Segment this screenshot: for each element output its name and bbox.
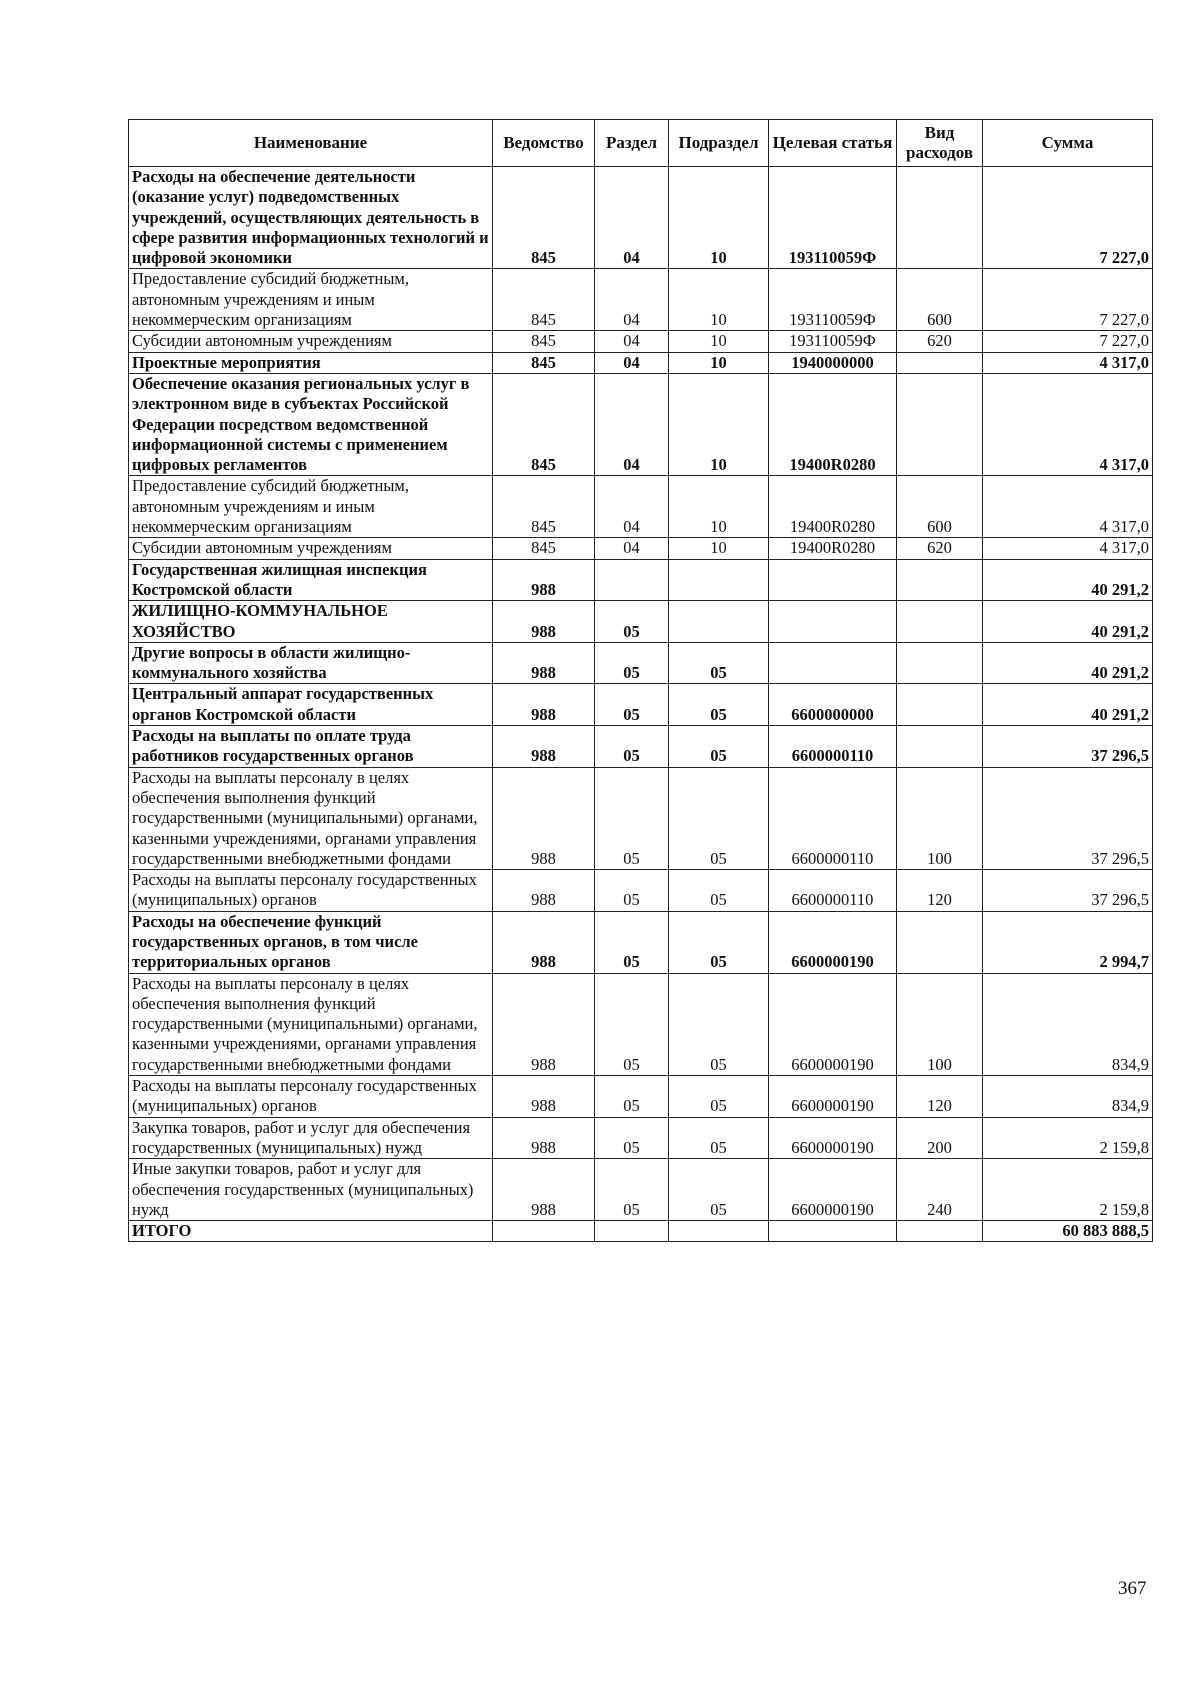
vid-raskhodov-cell: 620 bbox=[897, 331, 983, 352]
celevaya-statya-cell: 6600000110 bbox=[769, 870, 897, 912]
name-cell: Предоставление субсидий бюджетным, автономным учреждениям и иным некоммерческим организациям bbox=[129, 476, 493, 538]
vedomstvo-cell: 845 bbox=[493, 331, 595, 352]
summa-cell: 2 159,8 bbox=[983, 1159, 1153, 1221]
razdel-cell: 05 bbox=[595, 767, 669, 869]
summa-cell: 834,9 bbox=[983, 1076, 1153, 1118]
vedomstvo-cell: 845 bbox=[493, 352, 595, 373]
summa-cell: 2 159,8 bbox=[983, 1117, 1153, 1159]
celevaya-statya-cell: 6600000190 bbox=[769, 1159, 897, 1221]
podrazdel-cell: 05 bbox=[669, 767, 769, 869]
summa-cell: 40 291,2 bbox=[983, 601, 1153, 643]
razdel-cell: 04 bbox=[595, 476, 669, 538]
celevaya-statya-cell: 193110059Ф bbox=[769, 269, 897, 331]
summa-cell: 4 317,0 bbox=[983, 538, 1153, 559]
header-vid-raskhodov: Вид расходов bbox=[897, 120, 983, 167]
table-row bbox=[129, 870, 1153, 912]
razdel-cell: 04 bbox=[595, 352, 669, 373]
vid-raskhodov-cell bbox=[897, 373, 983, 475]
table-header-row bbox=[129, 120, 1153, 167]
razdel-cell: 05 bbox=[595, 601, 669, 643]
table-row bbox=[129, 911, 1153, 973]
vedomstvo-cell: 988 bbox=[493, 642, 595, 684]
vid-raskhodov-cell: 600 bbox=[897, 476, 983, 538]
budget-table bbox=[128, 119, 1153, 1242]
razdel-cell: 04 bbox=[595, 167, 669, 269]
vedomstvo-cell: 988 bbox=[493, 911, 595, 973]
vid-raskhodov-cell bbox=[897, 684, 983, 726]
podrazdel-cell: 05 bbox=[669, 973, 769, 1075]
vedomstvo-cell: 845 bbox=[493, 373, 595, 475]
table-row bbox=[129, 352, 1153, 373]
table-row bbox=[129, 601, 1153, 643]
celevaya-statya-cell: 6600000190 bbox=[769, 911, 897, 973]
razdel-cell: 05 bbox=[595, 1159, 669, 1221]
table-row bbox=[129, 1076, 1153, 1118]
razdel-cell: 05 bbox=[595, 1117, 669, 1159]
podrazdel-cell bbox=[669, 559, 769, 601]
podrazdel-cell: 10 bbox=[669, 331, 769, 352]
celevaya-statya-cell bbox=[769, 601, 897, 643]
razdel-cell: 04 bbox=[595, 373, 669, 475]
celevaya-statya-cell: 193110059Ф bbox=[769, 331, 897, 352]
vid-raskhodov-cell bbox=[897, 601, 983, 643]
vid-raskhodov-cell bbox=[897, 911, 983, 973]
podrazdel-cell: 05 bbox=[669, 642, 769, 684]
header-name: Наименование bbox=[129, 120, 493, 167]
vid-raskhodov-cell: 200 bbox=[897, 1117, 983, 1159]
podrazdel-cell: 10 bbox=[669, 373, 769, 475]
celevaya-statya-cell: 19400R0280 bbox=[769, 538, 897, 559]
table-row bbox=[129, 559, 1153, 601]
table-row bbox=[129, 269, 1153, 331]
header-razdel: Раздел bbox=[595, 120, 669, 167]
summa-cell: 40 291,2 bbox=[983, 684, 1153, 726]
summa-cell: 7 227,0 bbox=[983, 167, 1153, 269]
header-celevaya-statya: Целевая статья bbox=[769, 120, 897, 167]
header-summa: Сумма bbox=[983, 120, 1153, 167]
celevaya-statya-cell: 6600000190 bbox=[769, 1076, 897, 1118]
vid-raskhodov-cell bbox=[897, 167, 983, 269]
celevaya-statya-cell bbox=[769, 1221, 897, 1242]
table-row bbox=[129, 1221, 1153, 1242]
table-row bbox=[129, 331, 1153, 352]
name-cell: Иные закупки товаров, работ и услуг для обеспечения государственных (муниципальных) нужд bbox=[129, 1159, 493, 1221]
vedomstvo-cell bbox=[493, 1221, 595, 1242]
table-row bbox=[129, 767, 1153, 869]
vedomstvo-cell: 988 bbox=[493, 726, 595, 768]
vedomstvo-cell: 988 bbox=[493, 684, 595, 726]
podrazdel-cell: 05 bbox=[669, 684, 769, 726]
vedomstvo-cell: 988 bbox=[493, 973, 595, 1075]
vedomstvo-cell: 988 bbox=[493, 601, 595, 643]
summa-cell: 834,9 bbox=[983, 973, 1153, 1075]
vid-raskhodov-cell bbox=[897, 642, 983, 684]
celevaya-statya-cell: 6600000110 bbox=[769, 726, 897, 768]
summa-cell: 37 296,5 bbox=[983, 870, 1153, 912]
vedomstvo-cell: 845 bbox=[493, 167, 595, 269]
table-row bbox=[129, 476, 1153, 538]
podrazdel-cell: 10 bbox=[669, 269, 769, 331]
name-cell: Расходы на выплаты по оплате труда работников государственных органов bbox=[129, 726, 493, 768]
name-cell: Расходы на выплаты персоналу в целях обеспечения выполнения функций государственными (муниципальными) органами, казенными учреждениями, органами управления государственными внебюджетными фондами bbox=[129, 767, 493, 869]
summa-cell: 40 291,2 bbox=[983, 642, 1153, 684]
vid-raskhodov-cell bbox=[897, 1221, 983, 1242]
vid-raskhodov-cell: 600 bbox=[897, 269, 983, 331]
name-cell: Расходы на выплаты персоналу в целях обеспечения выполнения функций государственными (муниципальными) органами, казенными учреждениями, органами управления государственными внебюджетными фондами bbox=[129, 973, 493, 1075]
podrazdel-cell: 05 bbox=[669, 726, 769, 768]
podrazdel-cell: 05 bbox=[669, 1117, 769, 1159]
celevaya-statya-cell: 193110059Ф bbox=[769, 167, 897, 269]
razdel-cell: 04 bbox=[595, 538, 669, 559]
podrazdel-cell bbox=[669, 1221, 769, 1242]
razdel-cell: 05 bbox=[595, 642, 669, 684]
celevaya-statya-cell: 6600000190 bbox=[769, 973, 897, 1075]
razdel-cell: 04 bbox=[595, 331, 669, 352]
name-cell: Расходы на обеспечение деятельности (оказание услуг) подведомственных учреждений, осуществляющих деятельность в сфере развития информационных технологий и цифровой экономики bbox=[129, 167, 493, 269]
summa-cell: 7 227,0 bbox=[983, 269, 1153, 331]
vedomstvo-cell: 988 bbox=[493, 1117, 595, 1159]
celevaya-statya-cell bbox=[769, 642, 897, 684]
table-row bbox=[129, 726, 1153, 768]
summa-cell: 60 883 888,5 bbox=[983, 1221, 1153, 1242]
celevaya-statya-cell: 19400R0280 bbox=[769, 373, 897, 475]
vedomstvo-cell: 845 bbox=[493, 476, 595, 538]
razdel-cell: 05 bbox=[595, 973, 669, 1075]
name-cell: Расходы на выплаты персоналу государственных (муниципальных) органов bbox=[129, 1076, 493, 1118]
summa-cell: 2 994,7 bbox=[983, 911, 1153, 973]
podrazdel-cell: 05 bbox=[669, 1159, 769, 1221]
summa-cell: 4 317,0 bbox=[983, 352, 1153, 373]
table-row bbox=[129, 973, 1153, 1075]
celevaya-statya-cell: 19400R0280 bbox=[769, 476, 897, 538]
header-vedomstvo: Ведомство bbox=[493, 120, 595, 167]
razdel-cell: 04 bbox=[595, 269, 669, 331]
vid-raskhodov-cell: 620 bbox=[897, 538, 983, 559]
name-cell: Расходы на обеспечение функций государственных органов, в том числе территориальных органов bbox=[129, 911, 493, 973]
celevaya-statya-cell bbox=[769, 559, 897, 601]
header-podrazdel: Подраздел bbox=[669, 120, 769, 167]
summa-cell: 37 296,5 bbox=[983, 726, 1153, 768]
podrazdel-cell bbox=[669, 601, 769, 643]
vid-raskhodov-cell: 100 bbox=[897, 973, 983, 1075]
celevaya-statya-cell: 6600000110 bbox=[769, 767, 897, 869]
table-row bbox=[129, 373, 1153, 475]
podrazdel-cell: 05 bbox=[669, 870, 769, 912]
razdel-cell: 05 bbox=[595, 726, 669, 768]
vedomstvo-cell: 845 bbox=[493, 269, 595, 331]
vid-raskhodov-cell bbox=[897, 726, 983, 768]
vedomstvo-cell: 845 bbox=[493, 538, 595, 559]
summa-cell: 40 291,2 bbox=[983, 559, 1153, 601]
vid-raskhodov-cell bbox=[897, 559, 983, 601]
razdel-cell: 05 bbox=[595, 684, 669, 726]
vid-raskhodov-cell: 240 bbox=[897, 1159, 983, 1221]
name-cell: Расходы на выплаты персоналу государственных (муниципальных) органов bbox=[129, 870, 493, 912]
name-cell: Центральный аппарат государственных органов Костромской области bbox=[129, 684, 493, 726]
name-cell: ЖИЛИЩНО-КОММУНАЛЬНОЕ ХОЗЯЙСТВО bbox=[129, 601, 493, 643]
name-cell: Закупка товаров, работ и услуг для обеспечения государственных (муниципальных) нужд bbox=[129, 1117, 493, 1159]
razdel-cell: 05 bbox=[595, 1076, 669, 1118]
name-cell: Обеспечение оказания региональных услуг в электронном виде в субъектах Российской Федерации посредством ведомственной информационной системы с применением цифровых регламентов bbox=[129, 373, 493, 475]
vid-raskhodov-cell bbox=[897, 352, 983, 373]
name-cell: Государственная жилищная инспекция Костромской области bbox=[129, 559, 493, 601]
vedomstvo-cell: 988 bbox=[493, 767, 595, 869]
name-cell: Другие вопросы в области жилищно-коммунального хозяйства bbox=[129, 642, 493, 684]
podrazdel-cell: 05 bbox=[669, 1076, 769, 1118]
razdel-cell bbox=[595, 559, 669, 601]
name-cell: Предоставление субсидий бюджетным, автономным учреждениям и иным некоммерческим организациям bbox=[129, 269, 493, 331]
table-row bbox=[129, 642, 1153, 684]
podrazdel-cell: 10 bbox=[669, 352, 769, 373]
name-cell: Субсидии автономным учреждениям bbox=[129, 538, 493, 559]
vedomstvo-cell: 988 bbox=[493, 870, 595, 912]
table-body bbox=[129, 167, 1153, 1242]
table-row bbox=[129, 538, 1153, 559]
podrazdel-cell: 05 bbox=[669, 911, 769, 973]
razdel-cell: 05 bbox=[595, 911, 669, 973]
table-row bbox=[129, 1159, 1153, 1221]
vedomstvo-cell: 988 bbox=[493, 559, 595, 601]
name-cell: ИТОГО bbox=[129, 1221, 493, 1242]
summa-cell: 4 317,0 bbox=[983, 373, 1153, 475]
summa-cell: 4 317,0 bbox=[983, 476, 1153, 538]
podrazdel-cell: 10 bbox=[669, 538, 769, 559]
summa-cell: 37 296,5 bbox=[983, 767, 1153, 869]
table-row bbox=[129, 167, 1153, 269]
vedomstvo-cell: 988 bbox=[493, 1159, 595, 1221]
vid-raskhodov-cell: 120 bbox=[897, 1076, 983, 1118]
vid-raskhodov-cell: 120 bbox=[897, 870, 983, 912]
razdel-cell bbox=[595, 1221, 669, 1242]
razdel-cell: 05 bbox=[595, 870, 669, 912]
name-cell: Проектные мероприятия bbox=[129, 352, 493, 373]
celevaya-statya-cell: 1940000000 bbox=[769, 352, 897, 373]
name-cell: Субсидии автономным учреждениям bbox=[129, 331, 493, 352]
podrazdel-cell: 10 bbox=[669, 476, 769, 538]
table-row bbox=[129, 1117, 1153, 1159]
celevaya-statya-cell: 6600000190 bbox=[769, 1117, 897, 1159]
podrazdel-cell: 10 bbox=[669, 167, 769, 269]
vedomstvo-cell: 988 bbox=[493, 1076, 595, 1118]
summa-cell: 7 227,0 bbox=[983, 331, 1153, 352]
vid-raskhodov-cell: 100 bbox=[897, 767, 983, 869]
page-number: 367 bbox=[1118, 1578, 1147, 1599]
table-row bbox=[129, 684, 1153, 726]
celevaya-statya-cell: 6600000000 bbox=[769, 684, 897, 726]
